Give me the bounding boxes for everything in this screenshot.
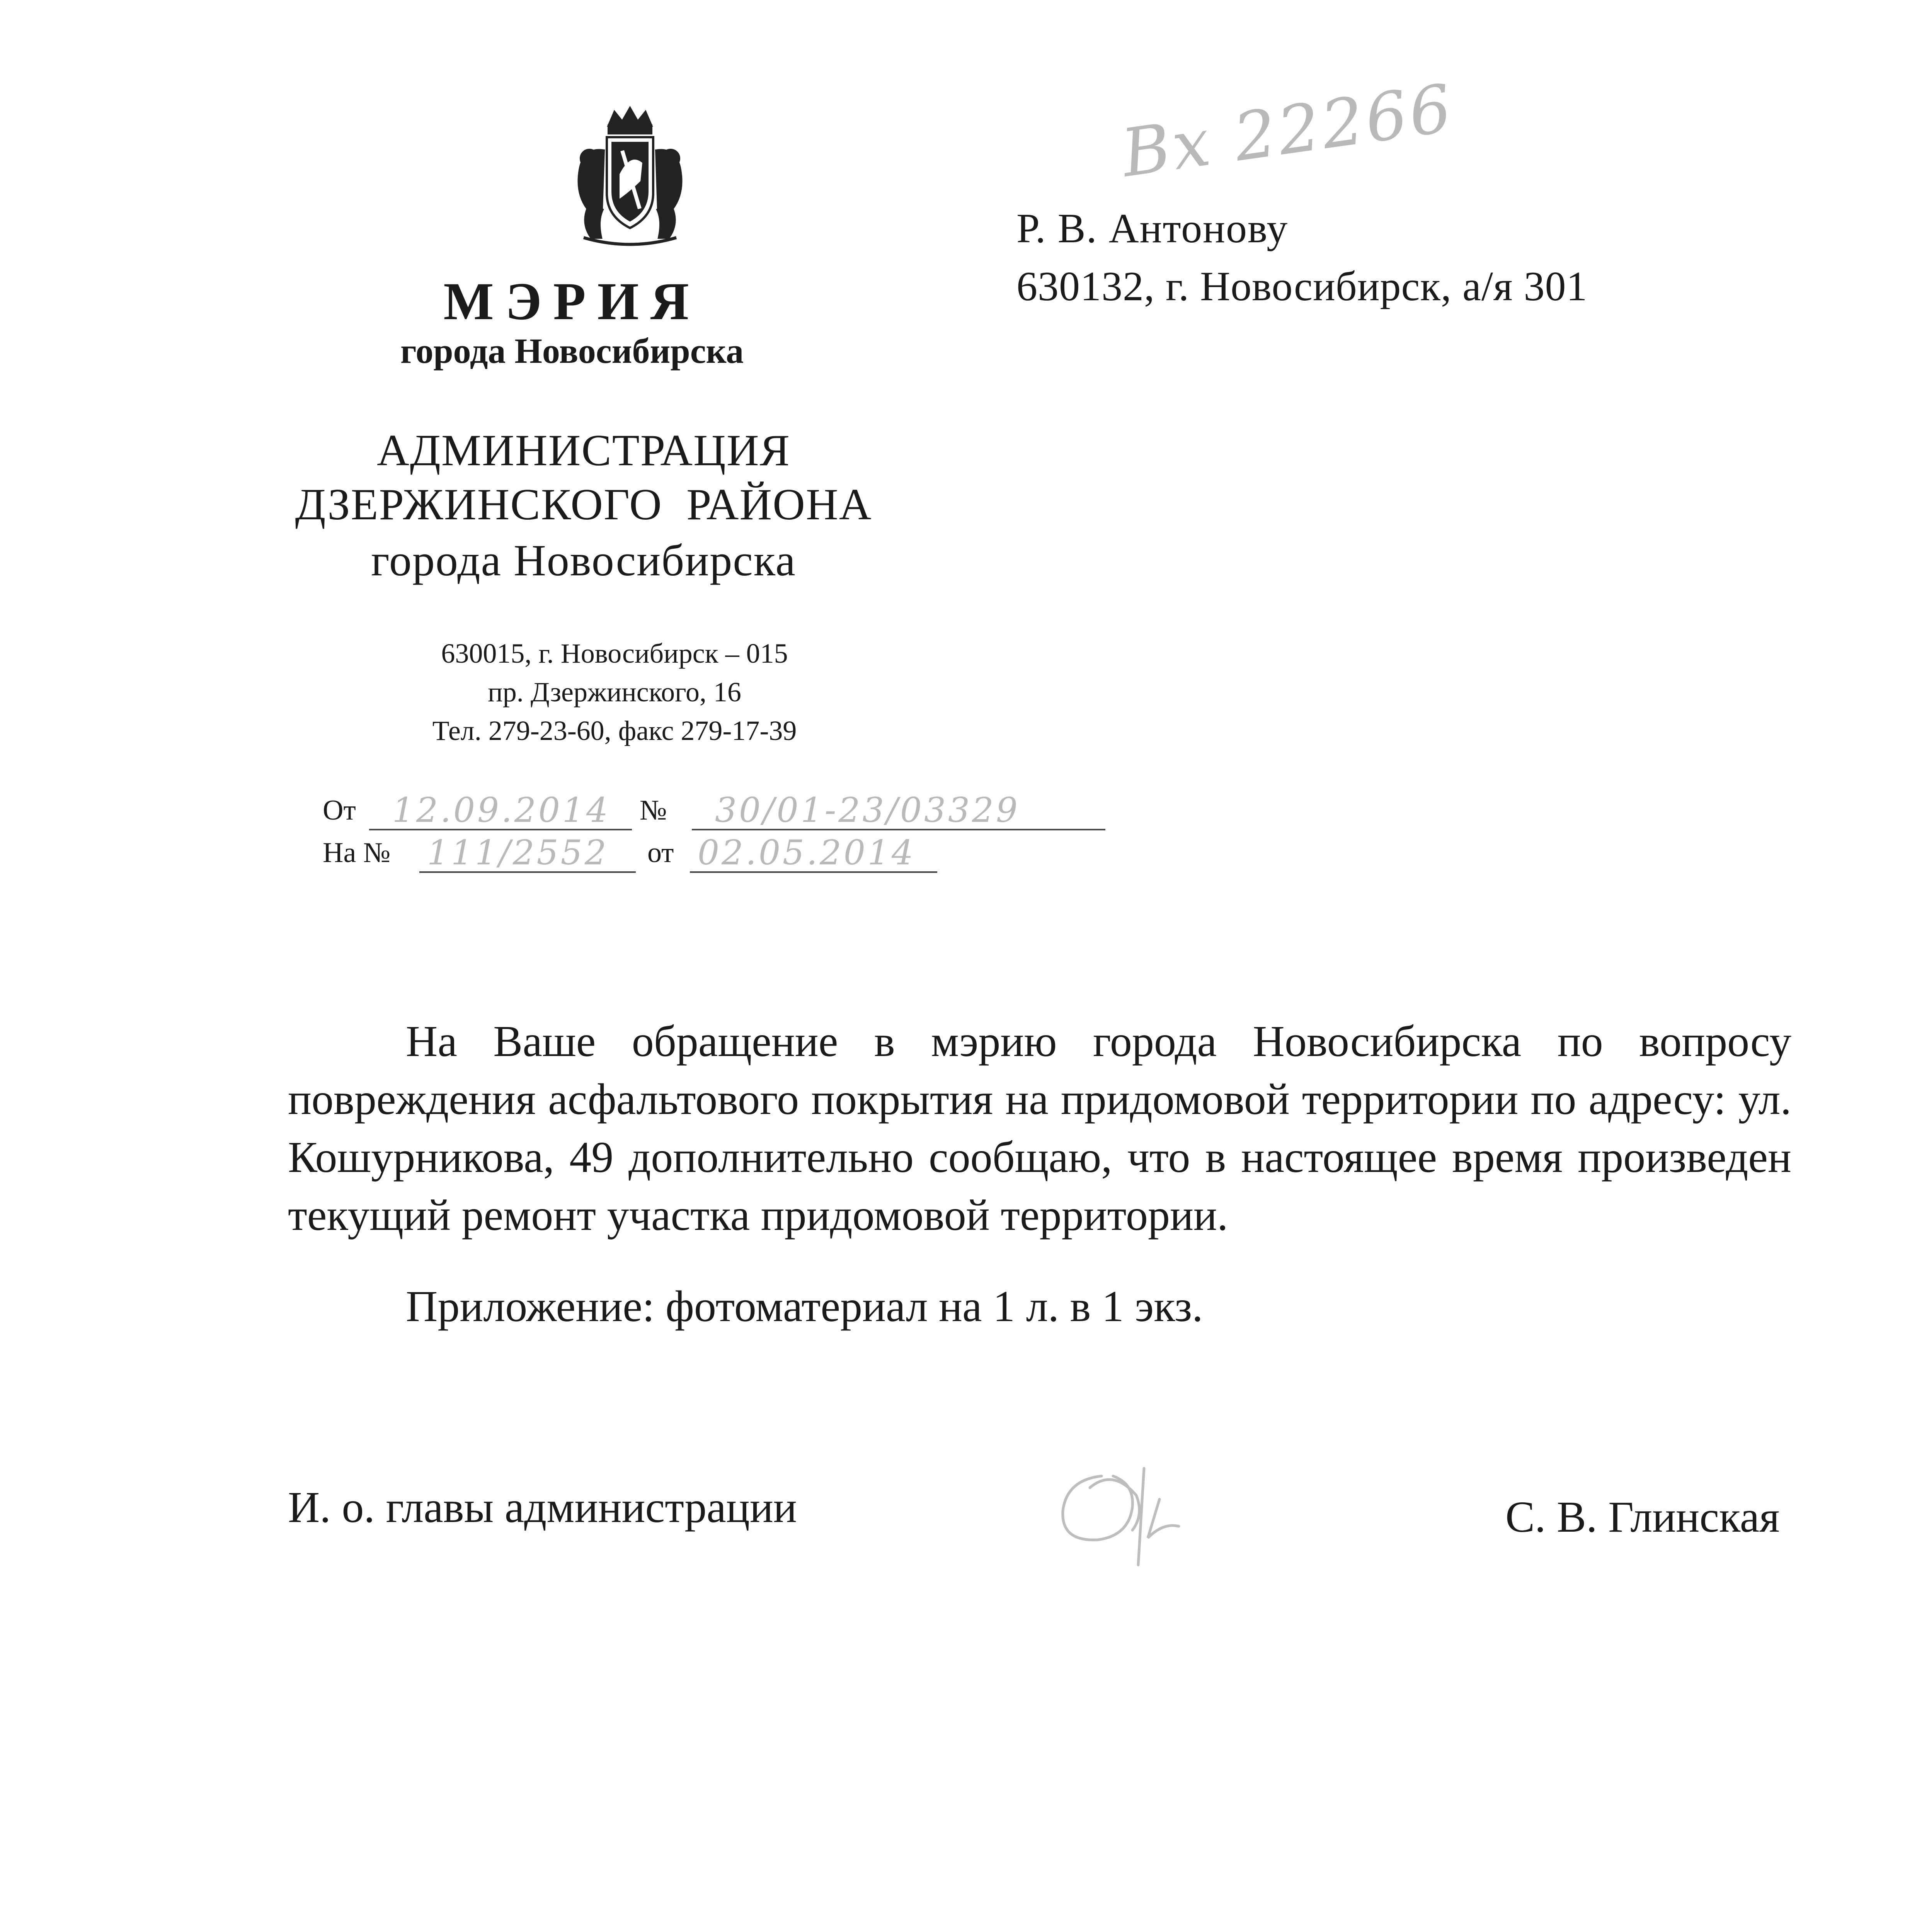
incoming-stamp: Вх 22266 (1117, 70, 1459, 192)
ref-label: На № (323, 837, 391, 869)
recipient-address: 630132, г. Новосибирск, а/я 301 (1016, 264, 1588, 310)
admin-title-line: города Новосибирска (371, 536, 796, 585)
signatory-title: И. о. главы администрации (288, 1483, 797, 1532)
coat-of-arms-emblem (560, 104, 700, 251)
ref-date-field (690, 833, 937, 873)
admin-address-line: Тел. 279-23-60, факс 279-17-39 (432, 715, 797, 746)
outgoing-number-handwritten: 30/01-23/03329 (715, 790, 1020, 830)
from-date-field (369, 790, 632, 830)
from-label: От (323, 794, 356, 826)
letter-body: На Ваше обращение в мэрию города Новосибирска по вопросу повреждения асфальтового покрытия на придомовой территории по адресу: ул. Кошурникова, 49 дополнительно сообщаю, что в настоящее время произведен текущий ремонт участка придомовой территории. (288, 1017, 1791, 1240)
ref-date-handwritten: 02.05.2014 (698, 833, 916, 872)
recipient-name: Р. В. Антонову (1016, 206, 1289, 252)
handwritten-signature (1044, 1453, 1260, 1569)
outgoing-number-field (692, 790, 1105, 830)
org-name: МЭРИЯ (443, 272, 701, 331)
signatory-name: С. В. Глинская (1505, 1492, 1780, 1541)
org-city: города Новосибирска (400, 331, 744, 371)
ref-number-handwritten: 111/2552 (427, 833, 609, 872)
attachment-note: Приложение: фотоматериал на 1 л. в 1 экз. (406, 1282, 1203, 1331)
number-label: № (640, 794, 667, 826)
ref-number-field (419, 833, 636, 873)
admin-address-line: 630015, г. Новосибирск – 015 (441, 638, 788, 669)
from-date-handwritten: 12.09.2014 (392, 790, 610, 830)
admin-title-line: ДЗЕРЖИНСКОГО РАЙОНА (295, 480, 872, 529)
admin-address-line: пр. Дзержинского, 16 (488, 677, 741, 707)
ref-date-label: от (647, 837, 674, 869)
admin-title-line: АДМИНИСТРАЦИЯ (377, 426, 790, 475)
